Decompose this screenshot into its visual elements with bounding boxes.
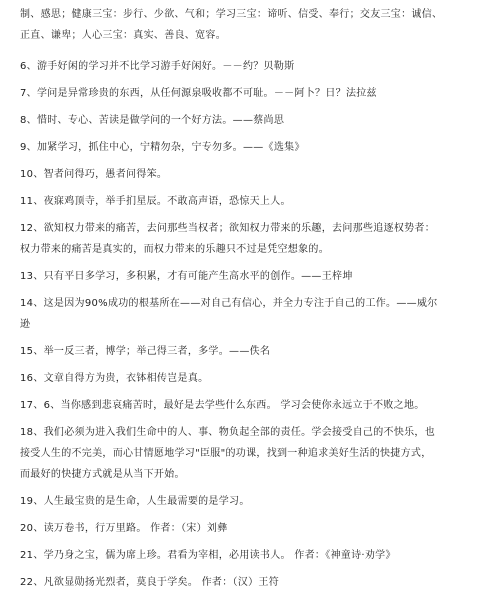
text-line: 15、举一反三者，博学；举己得三者，多学。——佚名 bbox=[20, 346, 271, 357]
text-line: 而最好的快捷方式就是从当下开始。 bbox=[20, 469, 185, 480]
text-line: 8、惜时、专心、苦读是做学问的一个好方法。——蔡尚思 bbox=[20, 115, 285, 126]
text-line: 制、感思；健康三宝：步行、少欲、气和；学习三宝：谛听、信受、奉行；交友三宝：诚信、 bbox=[20, 9, 443, 20]
quote-12 bbox=[20, 218, 480, 260]
text-line: 18、我们必须为进入我们生命中的人、事、物负起全部的责任。学会接受自己的不快乐，也 bbox=[20, 427, 436, 438]
quote-13 bbox=[20, 266, 480, 287]
text-line: 13、只有平日多学习，多积累，才有可能产生高水平的创作。——王梓坤 bbox=[20, 271, 353, 282]
text-line: 接受人生的不完美，而心甘情愿地学习"臣服"的功课，找到一种追求美好生活的快捷方式， bbox=[20, 448, 432, 459]
quote-10 bbox=[20, 164, 480, 185]
text-line: 10、智者问得巧，愚者问得笨。 bbox=[20, 169, 168, 180]
text-line: 12、欲知权力带来的痛苦，去问那些当权者；欲知权力带来的乐趣，去问那些追逐权势者： bbox=[20, 223, 436, 234]
quote-19 bbox=[20, 491, 480, 512]
text-line: 逊 bbox=[20, 319, 31, 330]
quote-8 bbox=[20, 110, 480, 131]
quote-20 bbox=[20, 518, 480, 539]
quote-16 bbox=[20, 368, 480, 389]
text-line: 16、文章自得方为贵，衣钵相传岂是真。 bbox=[20, 373, 209, 384]
quote-21 bbox=[20, 545, 480, 566]
quote-14 bbox=[20, 293, 480, 335]
text-line: 22、凡欲显勋扬光烈者，莫良于学矣。 作者：（汉）王符 bbox=[20, 577, 280, 588]
text-line: 正直、谦卑；人心三宝：真实、善良、宽容。 bbox=[20, 30, 226, 41]
quote-17 bbox=[20, 395, 480, 416]
quote-15 bbox=[20, 341, 480, 362]
paragraph-three-treasures bbox=[20, 4, 480, 46]
text-line: 20、读万卷书，行万里路。 作者：（宋）刘彝 bbox=[20, 523, 228, 534]
text-line: 9、加紧学习，抓住中心，宁精勿杂，宁专勿多。——《选集》 bbox=[20, 142, 305, 153]
quote-7 bbox=[20, 83, 480, 104]
text-line: 11、夜寐鸡顶寺，举手扪星辰。不敢高声语，恐惊天上人。 bbox=[20, 196, 291, 207]
text-line: 21、学乃身之宝，儒为席上珍。君看为宰相，必用读书人。 作者：《神童诗·劝学》 bbox=[20, 550, 396, 561]
quote-11 bbox=[20, 191, 480, 212]
quote-6 bbox=[20, 56, 480, 77]
quote-22 bbox=[20, 572, 480, 593]
quote-18 bbox=[20, 422, 480, 485]
quote-9 bbox=[20, 137, 480, 158]
text-line: 17、6、当你感到悲哀痛苦时，最好是去学些什么东西。 学习会使你永远立于不败之地。 bbox=[20, 400, 425, 411]
text-line: 19、人生最宝贵的是生命，人生最需要的是学习。 bbox=[20, 496, 250, 507]
text-line: 7、学问是异常珍贵的东西，从任何源泉吸收都不可耻。－－阿卜？日？法拉兹 bbox=[20, 88, 377, 99]
text-line: 权力带来的痛苦是真实的，而权力带来的乐趣只不过是凭空想象的。 bbox=[20, 244, 329, 255]
text-line: 14、这是因为90%成功的根基所在——对自己有信心，并全力专注于自己的工作。——威尔 bbox=[20, 298, 438, 309]
text-line: 6、游手好闲的学习并不比学习游手好闲好。－－约？贝勒斯 bbox=[20, 61, 295, 72]
